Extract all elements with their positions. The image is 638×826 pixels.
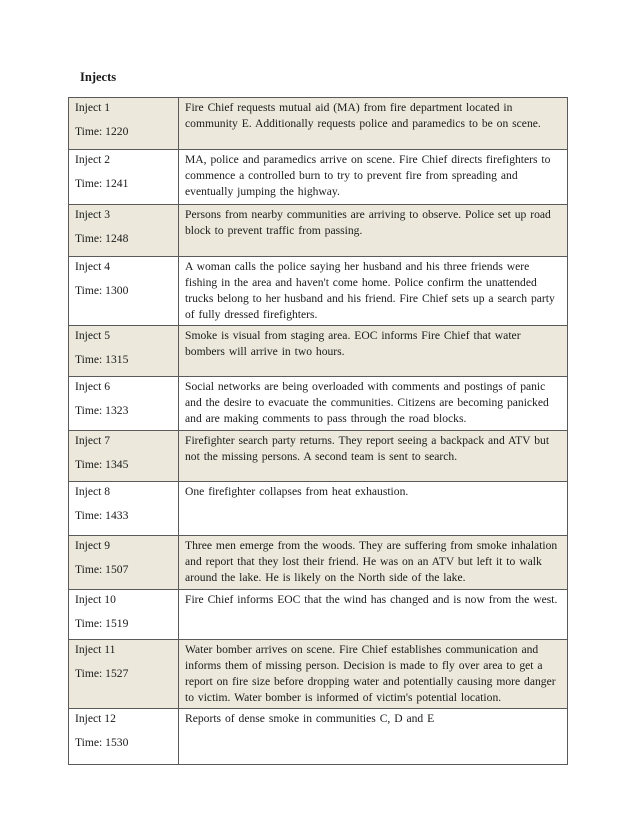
inject-name: Inject 10 — [75, 593, 116, 606]
table-row — [69, 98, 568, 150]
inject-description: A woman calls the police saying her husband and his three friends were fishing in the area and haven't come home. Police confirm the unattended trucks belong to her husband and his friend. Fire Chief sets up a search party of fully dressed firefighters. — [185, 260, 555, 321]
inject-time: Time: 1345 — [75, 458, 129, 471]
table-row — [69, 377, 568, 431]
inject-name: Inject 7 — [75, 434, 111, 447]
inject-time: Time: 1530 — [75, 736, 129, 749]
inject-name: Inject 4 — [75, 260, 111, 273]
inject-time: Time: 1507 — [75, 563, 129, 576]
inject-description: One firefighter collapses from heat exhaustion. — [185, 485, 409, 498]
table-row — [69, 482, 568, 536]
inject-description-cell — [179, 709, 568, 765]
inject-description: Firefighter search party returns. They report seeing a backpack and ATV but not the missing persons. A second team is sent to search. — [185, 434, 550, 463]
inject-id-cell — [69, 377, 179, 431]
table-row — [69, 536, 568, 590]
inject-time: Time: 1315 — [75, 353, 129, 366]
inject-id-cell — [69, 536, 179, 590]
inject-time: Time: 1241 — [75, 177, 129, 190]
table-row — [69, 326, 568, 377]
inject-id-cell — [69, 150, 179, 205]
inject-name: Inject 1 — [75, 101, 111, 114]
inject-description-cell — [179, 257, 568, 326]
inject-name: Inject 5 — [75, 329, 111, 342]
table-row — [69, 590, 568, 640]
inject-description: Three men emerge from the woods. They are suffering from smoke inhalation and report that they lost their friend. He was on an ATV but left it to walk around the lake. He is likely on the North side of the lake. — [185, 539, 558, 584]
table-row — [69, 431, 568, 482]
table-row — [69, 640, 568, 709]
inject-description: Smoke is visual from staging area. EOC informs Fire Chief that water bombers will arrive in two hours. — [185, 329, 521, 358]
inject-time: Time: 1519 — [75, 617, 129, 630]
inject-description: Water bomber arrives on scene. Fire Chief establishes communication and informs them of missing person. Decision is made to fly over area to get a report on fire size before dropping water and potentially causing more danger to victim. Water bomber is informed of victim's potential location. — [185, 643, 556, 704]
table-row — [69, 709, 568, 765]
inject-description-cell — [179, 590, 568, 640]
inject-description-cell — [179, 640, 568, 709]
inject-name: Inject 3 — [75, 208, 111, 221]
inject-time: Time: 1248 — [75, 232, 129, 245]
inject-id-cell — [69, 431, 179, 482]
inject-name: Inject 12 — [75, 712, 116, 725]
inject-time: Time: 1433 — [75, 509, 129, 522]
inject-description-cell — [179, 205, 568, 257]
inject-id-cell — [69, 482, 179, 536]
inject-description-cell — [179, 536, 568, 590]
inject-time: Time: 1323 — [75, 404, 129, 417]
page-heading: Injects — [80, 70, 117, 84]
inject-id-cell — [69, 257, 179, 326]
inject-time: Time: 1527 — [75, 667, 129, 680]
table-row — [69, 150, 568, 205]
inject-description-cell — [179, 150, 568, 205]
inject-description: Fire Chief informs EOC that the wind has changed and is now from the west. — [185, 593, 558, 606]
inject-description-cell — [179, 98, 568, 150]
inject-description-cell — [179, 431, 568, 482]
inject-id-cell — [69, 98, 179, 150]
inject-id-cell — [69, 640, 179, 709]
inject-name: Inject 6 — [75, 380, 111, 393]
inject-description-cell — [179, 326, 568, 377]
inject-description: Persons from nearby communities are arriving to observe. Police set up road block to prevent traffic from passing. — [185, 208, 551, 237]
inject-description: Reports of dense smoke in communities C, D and E — [185, 712, 435, 725]
inject-name: Inject 9 — [75, 539, 111, 552]
inject-description: Fire Chief requests mutual aid (MA) from fire department located in community E. Additionally requests police and paramedics to be on scene. — [185, 101, 541, 130]
table-row — [69, 205, 568, 257]
inject-id-cell — [69, 590, 179, 640]
inject-name: Inject 2 — [75, 153, 111, 166]
inject-description-cell — [179, 377, 568, 431]
table-row — [69, 257, 568, 326]
inject-description-cell — [179, 482, 568, 536]
inject-id-cell — [69, 205, 179, 257]
inject-id-cell — [69, 709, 179, 765]
inject-time: Time: 1220 — [75, 125, 129, 138]
inject-id-cell — [69, 326, 179, 377]
inject-description: MA, police and paramedics arrive on scene. Fire Chief directs firefighters to commence a controlled burn to try to prevent fire from spreading and eventually jumping the highway. — [185, 153, 551, 198]
inject-name: Inject 8 — [75, 485, 111, 498]
inject-description: Social networks are being overloaded with comments and postings of panic and the desire to evacuate the communities. Citizens are becoming panicked and are making comments to pass through the road blocks. — [185, 380, 549, 425]
injects-table — [68, 97, 568, 765]
inject-name: Inject 11 — [75, 643, 116, 656]
inject-time: Time: 1300 — [75, 284, 129, 297]
